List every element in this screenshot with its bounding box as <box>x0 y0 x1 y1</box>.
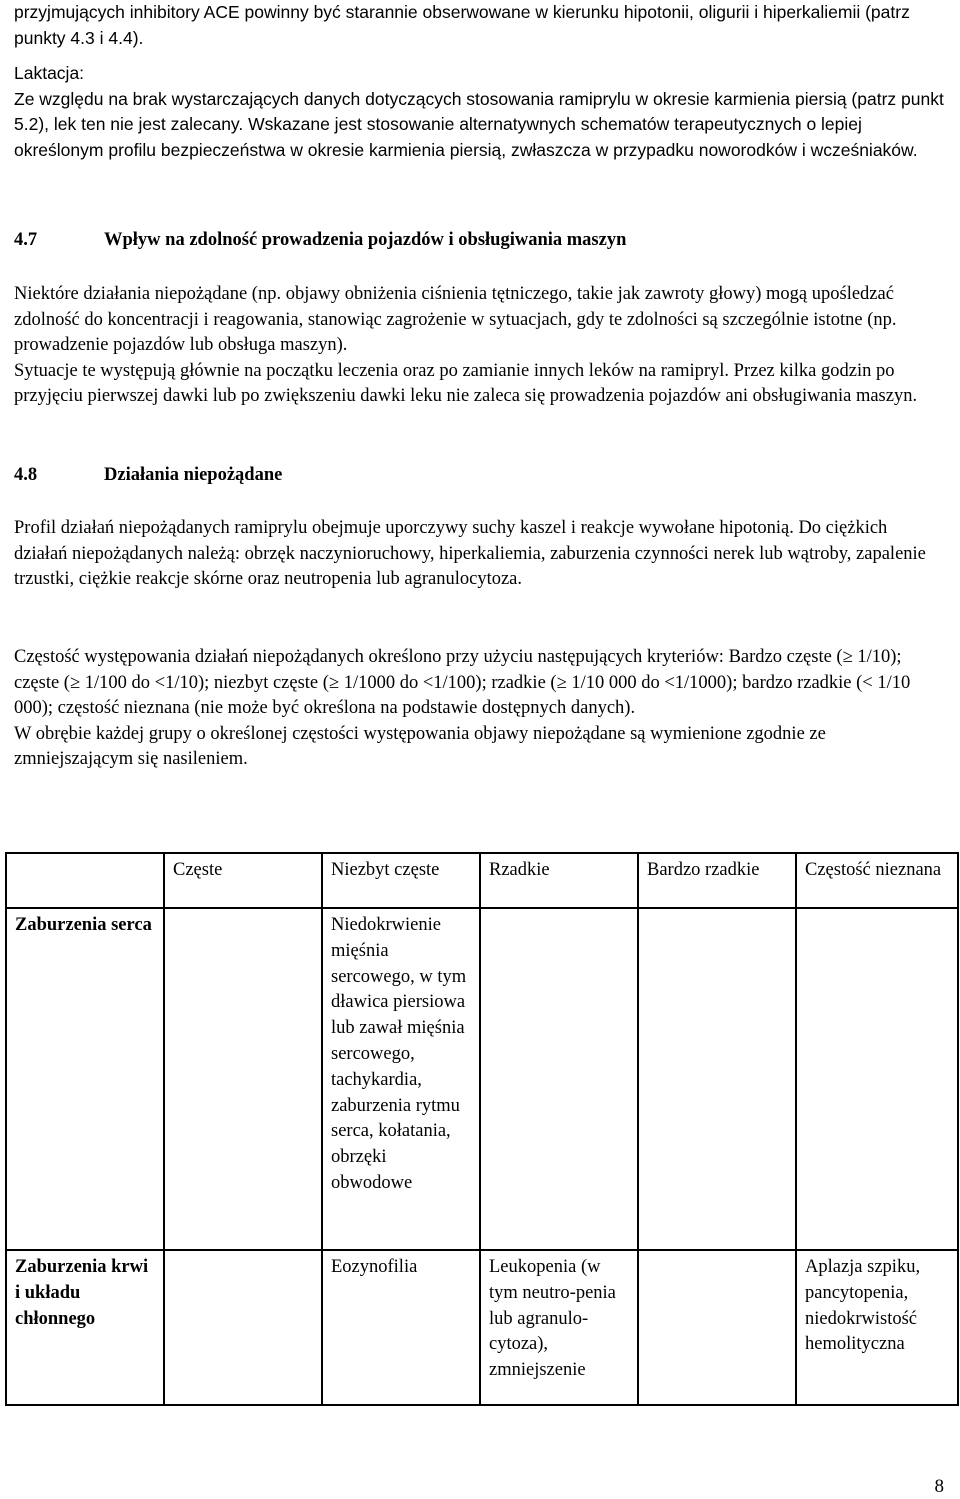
table-cell <box>480 908 638 1250</box>
header-cell: Bardzo rzadkie <box>638 853 796 908</box>
intro-paragraph: przyjmujących inhibitory ACE powinny być starannie obserwowane w kierunku hipotonii, oligurii i hiperkaliemii (patrz punkty 4.3 i 4.4). <box>14 2 910 48</box>
table-row <box>6 908 958 1250</box>
header-cell: Częstość nieznana <box>796 853 958 908</box>
lactation-section <box>14 61 944 163</box>
soc-cell: Zaburzenia krwi i układu chłonnego <box>6 1250 164 1405</box>
table-cell: Niedokrwienie mięśnia sercowego, w tym dławica piersiowa lub zawał mięśnia sercowego, tachykardia, zaburzenia rytmu serca, kołatania, obrzęki obwodowe <box>322 908 480 1250</box>
header-cell <box>6 853 164 908</box>
section-4-8-paragraph-2: Częstość występowania działań niepożądanych określono przy użyciu następujących kryteriów: Bardzo częste (≥ 1/10); częste (≥ 1/100 do <1/10); niezbyt częste (≥ 1/1000 do <1/100); rzadkie (≥ 1/10 000 do <1/1000); bardzo rzadkie (< 1/10 000); częstość nieznana (nie może być określona na podstawie dostępnych danych). W obrębie każdej grupy o określonej częstości występowania objawy niepożądane są wymienione zgodnie ze zmniejszającym się nasileniem. <box>14 647 911 770</box>
page-number: 8 <box>934 1476 944 1497</box>
section-4-7-body: Niektóre działania niepożądane (np. objawy obniżenia ciśnienia tętniczego, takie jak zawroty głowy) mogą upośledzać zdolność do koncentracji i reagowania, stanowiąc zagrożenie w sytuacjach, gdy te zdolności są szczególnie istotne (np. prowadzenie pojazdów lub obsługa maszyn). Sytuacje te występują głównie na początku leczenia oraz po zamianie innych leków na ramipryl. Przez kilka godzin po przyjęciu pierwszej dawki lub po zwiększeniu dawki leku nie zaleca się prowadzenia pojazdów ani obsługiwania maszyn. <box>14 284 918 407</box>
table-cell <box>164 1250 322 1405</box>
section-4-8-paragraph-1: Profil działań niepożądanych ramiprylu obejmuje uporczywy suchy kaszel i reakcje wywołane hipotonią. Do ciężkich działań niepożądanych należą: obrzęk naczynioruchowy, hiperkaliemia, zaburzenia czynności nerek lub wątroby, zapalenie trzustki, ciężkie reakcje skórne oraz neutropenia lub agranulocytoza. <box>14 518 926 590</box>
table-cell <box>164 908 322 1250</box>
lactation-text: Ze względu na brak wystarczających danych dotyczących stosowania ramiprylu w okresie karmienia piersią (patrz punkt 5.2), lek ten nie jest zalecany. Wskazane jest stosowanie alternatywnych schematów terapeutycznych o lepiej określonym profilu bezpieczeństwa w okresie karmienia piersią, zwłaszcza w przypadku noworodków i wcześniaków. <box>14 88 944 160</box>
table-row <box>6 1250 958 1405</box>
header-cell: Częste <box>164 853 322 908</box>
table-cell: Aplazja szpiku, pancytopenia, niedokrwistość hemolityczna <box>796 1250 958 1405</box>
section-4-8-heading: 4.8 Działania niepożądane <box>14 465 283 485</box>
section-4-7-heading: 4.7 Wpływ na zdolność prowadzenia pojazdów i obsługiwania maszyn <box>14 230 627 250</box>
table-cell: Leukopenia (w tym neutro-penia lub agranulo-cytoza), zmniejszenie <box>480 1250 638 1405</box>
table-cell <box>638 908 796 1250</box>
adverse-reactions-table <box>5 852 959 1406</box>
lactation-heading: Laktacja: <box>14 63 85 83</box>
soc-cell: Zaburzenia serca <box>6 908 164 1250</box>
table-cell: Eozynofilia <box>322 1250 480 1405</box>
table-header-row <box>6 853 958 908</box>
header-cell: Rzadkie <box>480 853 638 908</box>
table-cell <box>638 1250 796 1405</box>
header-cell: Niezbyt częste <box>322 853 480 908</box>
table-cell <box>796 908 958 1250</box>
